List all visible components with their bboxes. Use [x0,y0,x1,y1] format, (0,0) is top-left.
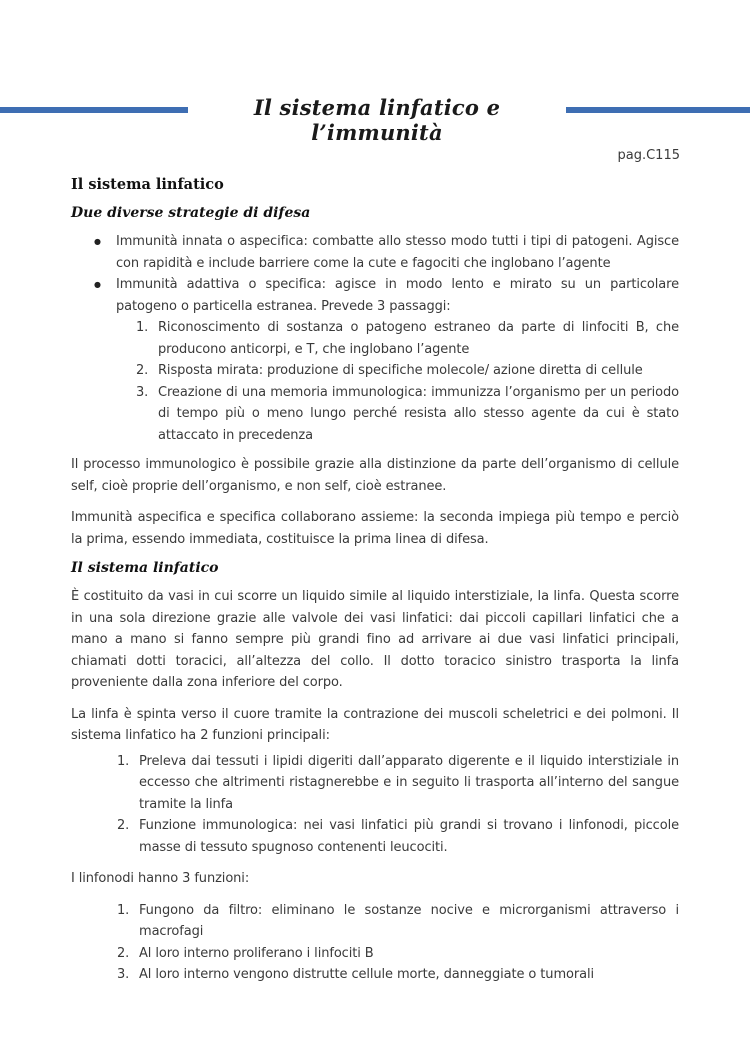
list-item [117,943,679,965]
bullet-innate-immunity: ● Immunità innata o aspecifica: combatte allo stesso modo tutti i tipi di patogeni. Agisce con rapidità e include barriere come la cute e fagociti che inglobano l’agente [92,231,679,274]
list-number: 1. [117,753,130,769]
bullet-adaptive-text: Immunità adattiva o specifica: agisce in modo lento e mirato su un particolare patogeno o particella estranea. Prevede 3 passaggi: [116,277,679,314]
page-title: Il sistema linfatico e l’immunità [253,95,501,145]
list-text: Riconoscimento di sostanza o patogeno estraneo da parte di linfociti B, che producono anticorpi, e T, che inglobano l’agente [158,320,679,357]
list-number: 3. [117,967,130,982]
list-number: 1. [136,320,149,335]
list-text: Risposta mirata: produzione di specifiche molecole/ azione diretta di cellule [158,363,643,378]
lymph-node-functions-list [117,900,679,986]
paragraph-self-nonself: Il processo immunologico è possibile grazie alla distinzione da parte dell’organismo di cellule self, cioè proprie dell’organismo, e non self, cioè estranee. [71,457,679,494]
bullet-list [92,231,679,446]
list-number: 2. [117,945,130,961]
title-row [0,95,750,145]
list-item [117,964,679,986]
title-bar-right [566,107,750,113]
subheading-strategies: Due diverse strategie di difesa [71,205,311,221]
adaptive-steps-list [136,317,679,446]
page-reference: pag.C115 [617,148,680,163]
title-bar-left [0,107,188,113]
list-number: 2. [136,363,149,378]
paragraph-lymph-flow: La linfa è spinta verso il cuore tramite la contrazione dei muscoli scheletrici e dei polmoni. Il sistema linfatico ha 2 funzioni principali: [71,706,679,743]
list-text: Al loro interno proliferano i linfociti B [139,945,374,961]
section-heading: Il sistema linfatico [71,176,224,193]
list-text: Al loro interno vengono distrutte cellule morte, danneggiate o tumorali [139,967,594,982]
list-number: 1. [117,902,130,918]
paragraph-collaboration: Immunità aspecifica e specifica collaborano assieme: la seconda impiega più tempo e perciò la prima, essendo immediata, costituisce la prima linea di difesa. [71,510,679,547]
list-number: 3. [136,384,149,400]
list-text: Creazione di una memoria immunologica: immunizza l’organismo per un periodo di tempo più o meno lungo perché resista allo stesso agente da cui è stato attaccato in precedenza [158,384,679,443]
document-body [71,176,679,986]
list-item [117,815,679,858]
list-item [136,317,679,360]
list-item [136,382,679,447]
list-item [117,751,679,816]
list-text: Preleva dai tessuti i lipidi digeriti dall’apparato digerente e il liquido interstiziale in eccesso che altrimenti ristagnerebbe e in seguito li trasporta all’interno del sangue tramite la linfa [139,753,679,812]
list-item [117,900,679,943]
list-text: Funzione immunologica: nei vasi linfatici più grandi si trovano i linfonodi, piccole masse di tessuto spugnoso contenenti leucociti. [139,818,679,855]
bullet-adaptive-immunity [92,274,679,446]
list-number: 2. [117,818,130,833]
list-text: Fungono da filtro: eliminano le sostanze nocive e microrganismi attraverso i macrofagi [139,902,679,939]
paragraph-lymph-vessels: È costituito da vasi in cui scorre un liquido simile al liquido interstiziale, la linfa. Questa scorre in una sola direzione grazie alle valvole dei vasi linfatici: dai piccoli capillari linfatici che a mano a mano si fanno sempre più grandi fino ad arrivare ai due vasi linfatici principali, chiamati dotti toracici, all’altezza del collo. Il dotto toracico sinistro trasporta la linfa proveniente dalla zona inferiore del corpo. [71,589,679,690]
paragraph-lymph-nodes: I linfonodi hanno 3 funzioni: [71,871,250,886]
list-item [136,360,679,382]
lymphatic-functions-list [117,751,679,859]
subheading-lymphatic: Il sistema linfatico [71,560,219,576]
